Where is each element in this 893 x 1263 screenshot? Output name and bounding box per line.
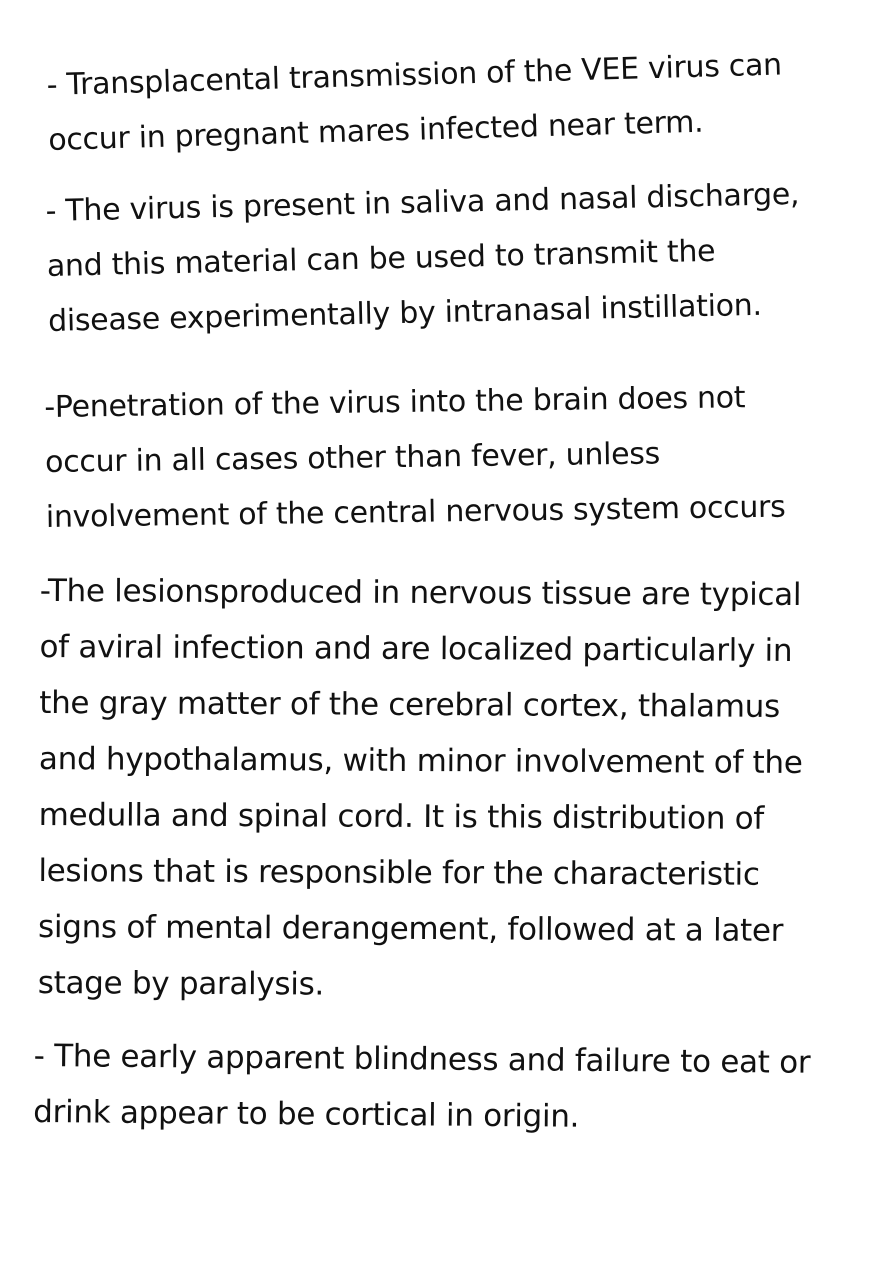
text-line: of aviral infection and are localized particularly in	[39, 628, 793, 669]
paragraph-transplacental-transmission	[46, 37, 784, 167]
text-line: occur in pregnant mares infected near term.	[47, 104, 704, 158]
text-line: - The early apparent blindness and failure to eat or	[33, 1037, 811, 1081]
text-line: medulla and spinal cord. It is this distribution of	[38, 796, 765, 837]
text-line: disease experimentally by intranasal instillation.	[47, 287, 763, 339]
text-line: occur in all cases other than fever, unless	[44, 436, 661, 480]
text-line: drink appear to be cortical in origin.	[33, 1093, 580, 1135]
paragraph-brain-penetration	[44, 370, 786, 545]
paragraph-lesions	[38, 563, 804, 1015]
text-line: signs of mental derangement, followed at a later	[37, 908, 784, 949]
text-line: lesions that is responsible for the characteristic	[38, 852, 760, 893]
paragraph-saliva-nasal-discharge	[45, 167, 802, 349]
text-line: and hypothalamus, with minor involvement of the	[38, 740, 803, 781]
text-line: - The virus is present in saliva and nasal discharge,	[45, 176, 800, 229]
text-line: -Penetration of the virus into the brain does not	[44, 380, 746, 425]
text-line: -The lesionsproduced in nervous tissue are typical	[39, 572, 802, 613]
text-line: the gray matter of the cerebral cortex, thalamus	[39, 684, 780, 725]
text-line: involvement of the central nervous system occurs	[45, 489, 786, 535]
text-line: - Transplacental transmission of the VEE virus can	[46, 47, 783, 103]
paragraph-blindness	[33, 1028, 810, 1147]
text-line: stage by paralysis.	[37, 964, 325, 1003]
text-line: and this material can be used to transmit the	[46, 233, 716, 284]
